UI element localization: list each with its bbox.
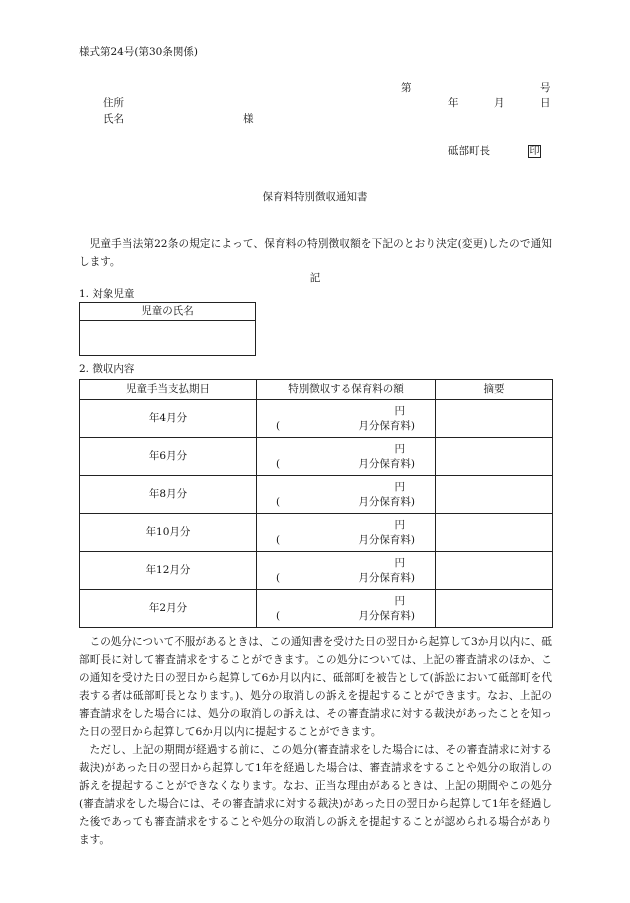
table-row <box>80 400 553 438</box>
seal-mark: 印 <box>529 146 540 157</box>
collection-table <box>79 379 553 628</box>
address-label: 住所 <box>103 97 124 109</box>
paren-open: ( <box>276 572 281 584</box>
document-title: 保育料特別徴収通知書 <box>262 191 368 203</box>
document-number-suffix: 号 <box>540 82 551 94</box>
paren-open: ( <box>276 496 281 508</box>
payment-period: 年10月分 <box>80 514 257 552</box>
remarks-cell <box>436 400 553 438</box>
child-name-cell <box>80 321 256 356</box>
date-day-label: 日 <box>540 97 551 109</box>
paren-open: ( <box>276 458 281 470</box>
payment-date-header: 児童手当支払期日 <box>80 380 257 400</box>
date-month-label: 月 <box>494 97 505 109</box>
amount-header: 特別徴収する保育料の額 <box>257 380 436 400</box>
month-fee-label: 月分保育料) <box>358 534 415 546</box>
target-child-table <box>79 302 256 356</box>
section1-heading: 1. 対象児童 <box>79 288 135 300</box>
name-label: 氏名 <box>103 113 124 125</box>
amount-cell <box>257 514 436 552</box>
payment-period: 年12月分 <box>80 552 257 590</box>
paren-open: ( <box>276 610 281 622</box>
remarks-cell <box>436 552 553 590</box>
remarks-cell <box>436 438 553 476</box>
intro-text: 児童手当法第22条の規定によって、保育料の特別徴収額を下記のとおり決定(変更)したので通知します。 <box>79 238 552 268</box>
remarks-cell <box>436 476 553 514</box>
month-fee-label: 月分保育料) <box>358 458 415 470</box>
intro-paragraph <box>79 235 552 271</box>
yen-label: 円 <box>394 405 405 417</box>
month-fee-label: 月分保育料) <box>358 420 415 432</box>
yen-label: 円 <box>394 443 405 455</box>
payment-period: 年8月分 <box>80 476 257 514</box>
amount-cell <box>257 400 436 438</box>
paren-open: ( <box>276 534 281 546</box>
table-row <box>80 438 553 476</box>
issuer-name: 砥部町長 <box>448 145 490 157</box>
appeal-notice-paragraph-2: ただし、上記の期間が経過する前に、この処分(審査請求をした場合には、その審査請求に対する裁決)があった日の翌日から起算して1年を経過した場合は、審査請求をすることや処分の取消しの訴えを提起することができなくなります。なお、正当な理由があるときは、上記の期間やこの処分(審査請求をした場合には、その審査請求に対する裁決)があった日の翌日から起算して1年を経過した後であっても審査請求をすることや処分の取消しの訴えを提起することが認められる場合があります。 <box>79 744 552 846</box>
collection-header-row <box>80 380 553 400</box>
table-row <box>80 514 553 552</box>
yen-label: 円 <box>394 519 405 531</box>
honorific: 様 <box>243 113 254 125</box>
appeal-notice <box>79 633 552 849</box>
ki-marker: 記 <box>309 272 321 284</box>
child-name-header: 児童の氏名 <box>80 303 256 321</box>
yen-label: 円 <box>394 557 405 569</box>
section2-heading: 2. 徴収内容 <box>79 363 135 375</box>
paren-open: ( <box>276 420 281 432</box>
payment-period: 年2月分 <box>80 590 257 628</box>
yen-label: 円 <box>394 595 405 607</box>
form-number: 様式第24号(第30条関係) <box>79 46 198 58</box>
remarks-cell <box>436 590 553 628</box>
amount-cell <box>257 438 436 476</box>
amount-cell <box>257 590 436 628</box>
date-year-label: 年 <box>448 97 459 109</box>
table-row <box>80 590 553 628</box>
table-row <box>80 552 553 590</box>
amount-cell <box>257 476 436 514</box>
month-fee-label: 月分保育料) <box>358 610 415 622</box>
appeal-notice-paragraph-1: この処分について不服があるときは、この通知書を受けた日の翌日から起算して3か月以内に、砥部町長に対して審査請求をすることができます。この処分については、上記の審査請求のほか、この通知を受けた日の翌日から起算して6か月以内に、砥部町を被告として(訴訟において砥部町を代表する者は砥部町長となります。)、処分の取消しの訴えを提起することができます。なお、上記の審査請求をした場合には、処分の取消しの訴えは、その審査請求に対する裁決があったことを知った日の翌日から起算して6か月以内に提起することができます。 <box>79 636 552 738</box>
document-number-prefix: 第 <box>401 82 412 94</box>
remarks-header: 摘要 <box>436 380 553 400</box>
payment-period: 年6月分 <box>80 438 257 476</box>
amount-cell <box>257 552 436 590</box>
payment-period: 年4月分 <box>80 400 257 438</box>
remarks-cell <box>436 514 553 552</box>
table-row <box>80 476 553 514</box>
month-fee-label: 月分保育料) <box>358 496 415 508</box>
yen-label: 円 <box>394 481 405 493</box>
month-fee-label: 月分保育料) <box>358 572 415 584</box>
